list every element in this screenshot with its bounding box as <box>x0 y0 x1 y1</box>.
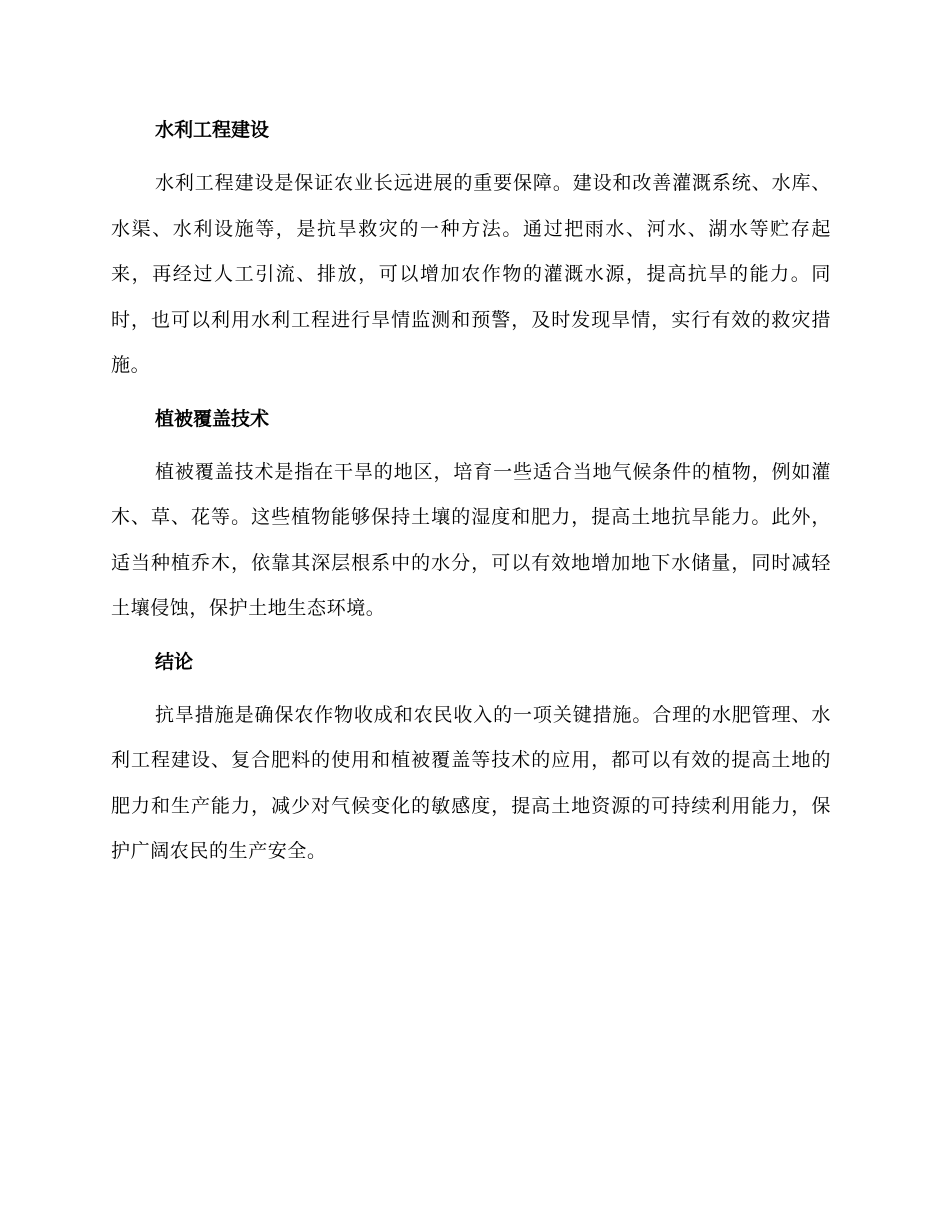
section-paragraph: 植被覆盖技术是指在干旱的地区，培育一些适合当地气候条件的植物，例如灌木、草、花等。这些植物能够保持土壤的湿度和肥力，提高土地抗旱能力。此外，适当种植乔木，依靠其深层根系中的水分，可以有效地增加地下水储量，同时减轻土壤侵蚀，保护土地生态环境。 <box>111 460 831 619</box>
section-heading: 植被覆盖技术 <box>155 407 270 430</box>
section-water-conservancy <box>111 110 831 389</box>
section-heading: 水利工程建设 <box>155 119 270 141</box>
section-paragraph: 抗旱措施是确保农作物收成和农民收入的一项关键措施。合理的水肥管理、水利工程建设、复合肥料的使用和植被覆盖等技术的应用，都可以有效的提高土地的肥力和生产能力，减少对气候变化的敏感度，提高土地资源的可持续利用能力，保护广阔农民的生产安全。 <box>111 703 831 862</box>
section-heading: 结论 <box>155 650 194 673</box>
document-content <box>111 110 831 875</box>
section-conclusion <box>111 642 831 875</box>
section-vegetation-cover <box>111 399 831 632</box>
section-paragraph: 水利工程建设是保证农业长远进展的重要保障。建设和改善灌溉系统、水库、水渠、水利设施等，是抗旱救灾的一种方法。通过把雨水、河水、湖水等贮存起来，再经过人工引流、排放，可以增加农作物的灌溉水源，提高抗旱的能力。同时，也可以利用水利工程进行旱情监测和预警，及时发现旱情，实行有效的救灾措施。 <box>111 172 831 376</box>
